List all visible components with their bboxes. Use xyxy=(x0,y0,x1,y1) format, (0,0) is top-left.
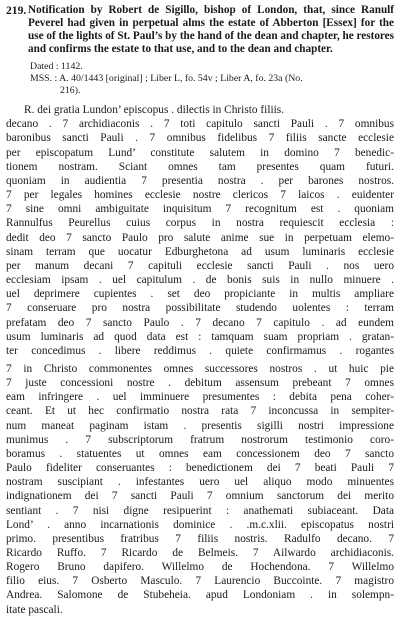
text-line: ceant. Et ut hec confirmatio nostra rata 7 inconcussa in sempiter- xyxy=(6,405,394,418)
text-line: indignationem dei 7 sancti Pauli 7 omnium sanctorum dei merito xyxy=(6,490,394,503)
text-line: prefatam deo 7 sancto Paulo . 7 decano 7 capitulo . ad eundem xyxy=(6,316,394,329)
text-line: Ricardo Ruffo. 7 Ricardo de Belmeis. 7 Ailwardo archidiaconis. xyxy=(6,547,394,559)
text-line: num maneat paginam istam . presentis sigilli nostri impressione xyxy=(6,419,394,432)
document-title: Notification by Robert de Sigillo, bishop of London, that, since Ranulf Peverel had given in perpetual alms the estate of Abberton [Essex] for the use of the lights of St. Paul’s by the hand of the dean and chapter, he restores and confirms the estate to that use, and to the dean and chapter. xyxy=(28,4,394,56)
text-line: Rannulfus Peurellus cuius corpus in nostra requiescit ecclesia : xyxy=(6,217,394,230)
manuscripts-line-continued: 216). xyxy=(60,84,81,96)
text-line: tionem nostram. Sciant omnes tam presentes quam futuri. xyxy=(6,160,394,173)
charter-text xyxy=(6,103,394,617)
text-line: 7 per legales homines ecclesie nostre clericos 7 laicos . euidenter xyxy=(6,189,394,202)
text-line: 7 sine omni ambiguitate inquisitum 7 recognitum est . quoniam xyxy=(6,203,394,216)
text-line: Lond’ . anno incarnationis dominice . .m.c.xlii. episcopatus nostri xyxy=(6,518,394,531)
text-line: sentiant . 7 nisi digne resipuerint : anathemati subiaceant. Data xyxy=(6,504,394,517)
text-line: sinam terram que uocatur Edburghetona ad usum luminaris ecclesie xyxy=(6,245,394,258)
text-line: Paulo fideliter conseruantes : benedictionem dei 7 beati Pauli 7 xyxy=(6,462,394,475)
text-line: Andrea. Salomone de Stubeheia. apud Londoniam . in solempn- xyxy=(6,589,394,602)
text-line: 7 conseruare pro nostra possibilitate studendo uolentes : terram xyxy=(6,302,394,315)
text-line: R. dei gratia Lundon’ episcopus . dilectis in Christo filiis. xyxy=(24,104,285,117)
text-line: Rogero Bruno dapifero. Willelmo de Hochendona. 7 Willelmo xyxy=(6,561,394,574)
dated-line: Dated : 1142. xyxy=(30,61,83,73)
text-line: primo. presentibus fratribus 7 filiis nostris. Radulfo decano. 7 xyxy=(6,532,394,545)
manuscripts-line: MSS. : A. 40/1443 [original] ; Liber L, fo. 54v ; Liber A, fo. 23a (No. xyxy=(30,72,303,84)
text-line: per episcopatum Lund’ constitute salutem in domino 7 benedic- xyxy=(6,146,394,159)
text-line: decano . 7 archidiaconis . 7 toti capitulo sancti Pauli . 7 omnibus xyxy=(6,118,394,131)
text-line: uel deprimere cupientes . set deo propiciante in multis ampliare xyxy=(6,288,394,301)
text-line: filio eius. 7 Osberto Masculo. 7 Laurencio Buccointe. 7 magistro xyxy=(6,575,394,588)
text-line: 7 in Christo commonentes omnes successores nostros . ut huic pie xyxy=(6,362,394,375)
text-line: baronibus sancti Pauli . 7 omnibus fidelibus 7 filiis sancte ecclesie xyxy=(6,132,394,145)
text-line: eam infringere . uel imminuere presumentes : debita pena coher- xyxy=(6,391,394,404)
text-line: per manum decani 7 capituli ecclesie sancti Pauli . nos uero xyxy=(6,259,394,272)
text-line: munimus . 7 subscriptorum fratrum nostrorum testimonio coro- xyxy=(6,433,394,446)
text-line: 7 juste concessioni nostre . debitum assensum prebeant 7 omnes xyxy=(6,377,394,390)
document-header xyxy=(6,4,394,56)
text-line: ecclesiam ipsam . uel capitulum . de bonis suis in nullo minuere . xyxy=(6,274,394,287)
text-line: usum luminaris ad quod data est : tamquam suam propriam . gratan- xyxy=(6,330,394,343)
text-line: nostram suscipiant . infestantes uero uel aliquo modo minuentes xyxy=(6,476,394,489)
text-line: itate pascali. xyxy=(6,603,63,616)
document-number: 219. xyxy=(6,4,27,17)
text-line: dedit deo 7 sancto Paulo pro salute anime sue in perpetuam elemo- xyxy=(6,231,394,244)
text-line: quoniam in audientia 7 presentia nostra . per barones nostros. xyxy=(6,174,394,187)
text-line: boramus . statuentes ut omnes eam concessionem deo 7 sancto xyxy=(6,447,394,460)
text-line: ter concedimus . libere reddimus . quiete confirmamus . rogantes xyxy=(6,344,394,357)
document-metadata xyxy=(30,61,394,96)
